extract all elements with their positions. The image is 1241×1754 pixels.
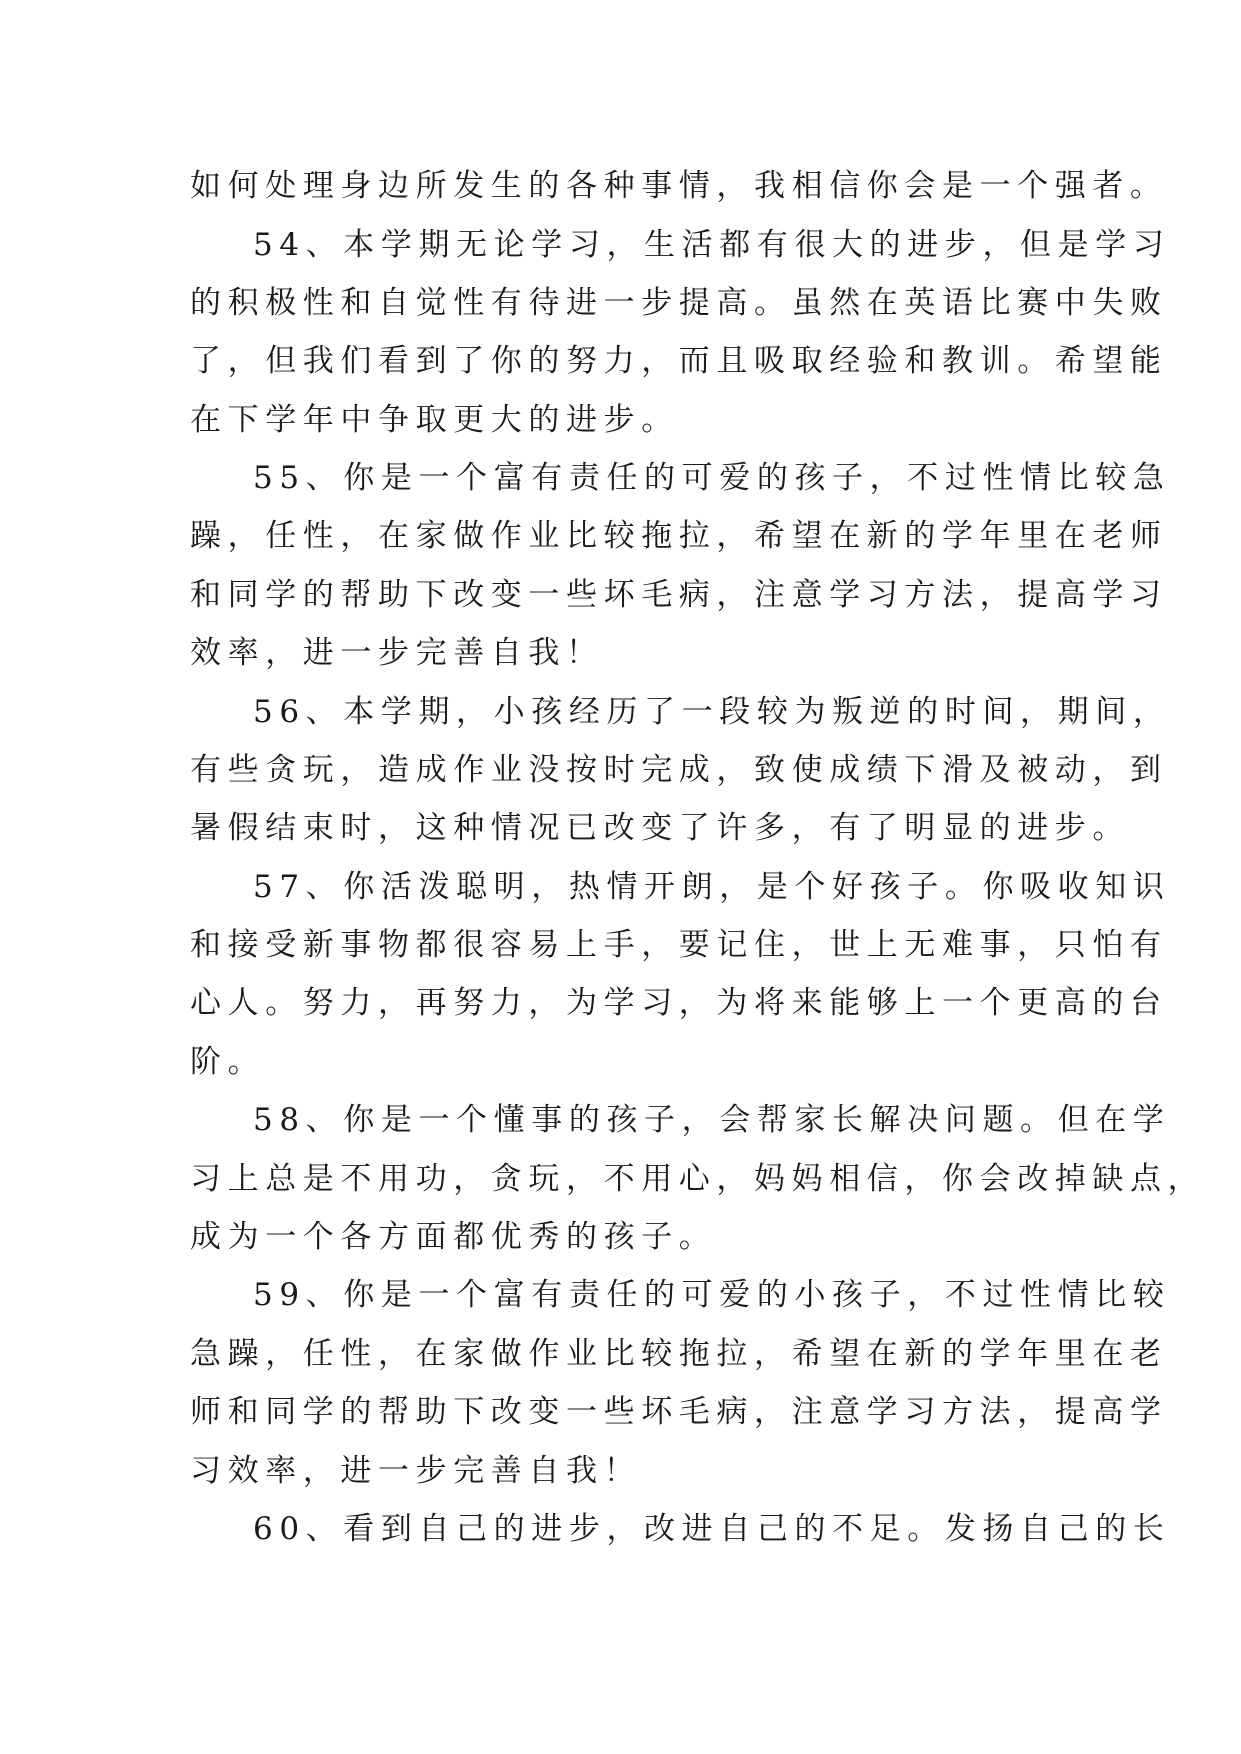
text-line: 60、看到自己的进步，改进自己的不足。发扬自己的长	[253, 1511, 1171, 1547]
text-line: 54、本学期无论学习，生活都有很大的进步，但是学习	[253, 227, 1171, 263]
text-line: 了，但我们看到了你的努力，而且吸取经验和教训。希望能	[190, 343, 1168, 379]
text-line: 和接受新事物都很容易上手，要记住，世上无难事，只怕有	[190, 927, 1168, 963]
text-line: 59、你是一个富有责任的可爱的小孩子，不过性情比较	[253, 1277, 1171, 1313]
text-line: 57、你活泼聪明，热情开朗，是个好孩子。你吸收知识	[253, 869, 1171, 905]
text-line: 58、你是一个懂事的孩子，会帮家长解决问题。但在学	[253, 1102, 1171, 1138]
text-line: 成为一个各方面都优秀的孩子。	[190, 1219, 717, 1255]
text-line: 师和同学的帮助下改变一些坏毛病，注意学习方法，提高学	[190, 1394, 1168, 1430]
text-line: 暑假结束时，这种情况已改变了许多，有了明显的进步。	[190, 810, 1130, 846]
text-line: 的积极性和自觉性有待进一步提高。虽然在英语比赛中失败	[190, 285, 1168, 321]
text-line: 习效率，进一步完善自我！	[190, 1453, 642, 1489]
text-line: 和同学的帮助下改变一些坏毛病，注意学习方法，提高学习	[190, 577, 1168, 613]
text-line: 阶。	[190, 1044, 266, 1080]
text-line: 效率，进一步完善自我！	[190, 635, 604, 671]
text-line: 在下学年中争取更大的进步。	[190, 402, 679, 438]
text-line: 有些贪玩，造成作业没按时完成，致使成绩下滑及被动，到	[190, 752, 1168, 788]
text-line: 56、本学期，小孩经历了一段较为叛逆的时间，期间，	[253, 694, 1171, 730]
text-line: 如何处理身边所发生的各种事情，我相信你会是一个强者。	[190, 168, 1168, 204]
text-line: 心人。努力，再努力，为学习，为将来能够上一个更高的台	[190, 985, 1168, 1021]
text-line: 习上总是不用功，贪玩，不用心，妈妈相信，你会改掉缺点，	[190, 1161, 1206, 1197]
text-line: 急躁，任性，在家做作业比较拖拉，希望在新的学年里在老	[190, 1336, 1168, 1372]
text-line: 55、你是一个富有责任的可爱的孩子，不过性情比较急	[253, 460, 1171, 496]
text-line: 躁，任性，在家做作业比较拖拉，希望在新的学年里在老师	[190, 518, 1168, 554]
